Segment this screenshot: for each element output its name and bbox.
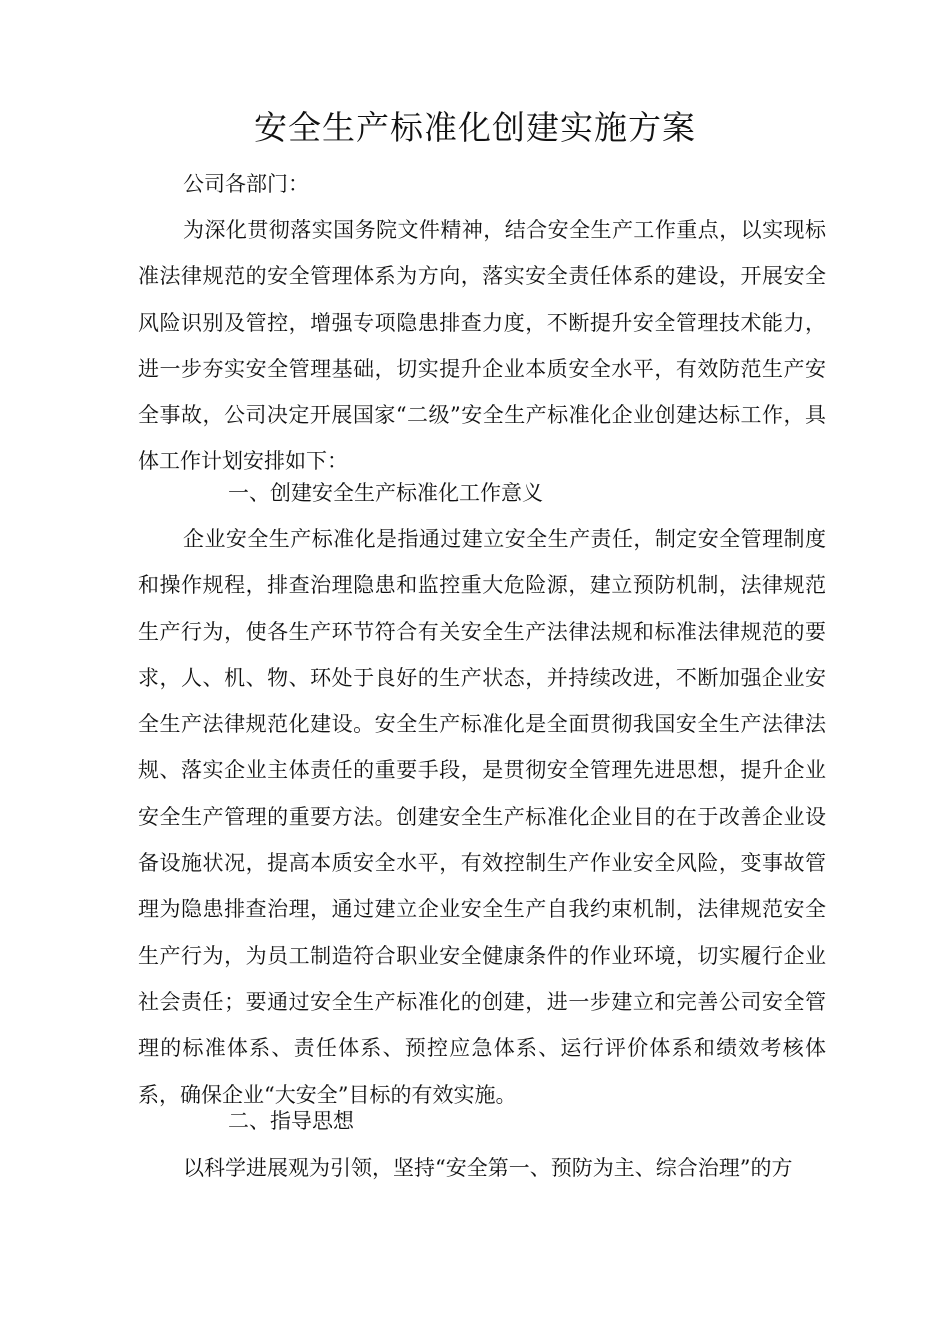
intro-paragraph: 为深化贯彻落实国务院文件精神，结合安全生产工作重点，以实现标准法律规范的安全管理体系为方向，落实安全责任体系的建设，开展安全风险识别及管控，增强专项隐患排查力度，不断提升安全管理技术能力，进一步夯实安全管理基础，切实提升企业本质安全水平，有效防范生产安全事故，公司决定开展国家“二级”安全生产标准化企业创建达标工作，具体工作计划安排如下： (138, 218, 826, 474)
document-title: 安全生产标准化创建实施方案 (254, 108, 696, 147)
section-heading-1: 一、创建安全生产标准化工作意义 (228, 481, 543, 505)
section-heading-2: 二、指导思想 (228, 1109, 354, 1133)
section1-paragraph: 企业安全生产标准化是指通过建立安全生产责任，制定安全管理制度和操作规程，排查治理隐患和监控重大危险源，建立预防机制，法律规范生产行为，使各生产环节符合有关安全生产法律法规和标准法律规范的要求，人、机、物、环处于良好的生产状态，并持续改进，不断加强企业安全生产法律规范化建设。安全生产标准化是全面贯彻我国安全生产法律法规、落实企业主体责任的重要手段，是贯彻安全管理先进思想，提升企业安全生产管理的重要方法。创建安全生产标准化企业目的在于改善企业设备设施状况，提高本质安全水平，有效控制生产作业安全风险，变事故管理为隐患排查治理，通过建立企业安全生产自我约束机制，法律规范安全生产行为，为员工制造符合职业安全健康条件的作业环境，切实履行企业社会责任；要通过安全生产标准化的创建，进一步建立和完善公司安全管理的标准体系、责任体系、预控应急体系、运行评价体系和绩效考核体系，确保企业“大安全”目标的有效实施。 (138, 527, 826, 1107)
salutation: 公司各部门： (183, 172, 309, 196)
section2-paragraph: 以科学进展观为引领，坚持“安全第一、预防为主、综合治理”的方 (183, 1156, 793, 1180)
